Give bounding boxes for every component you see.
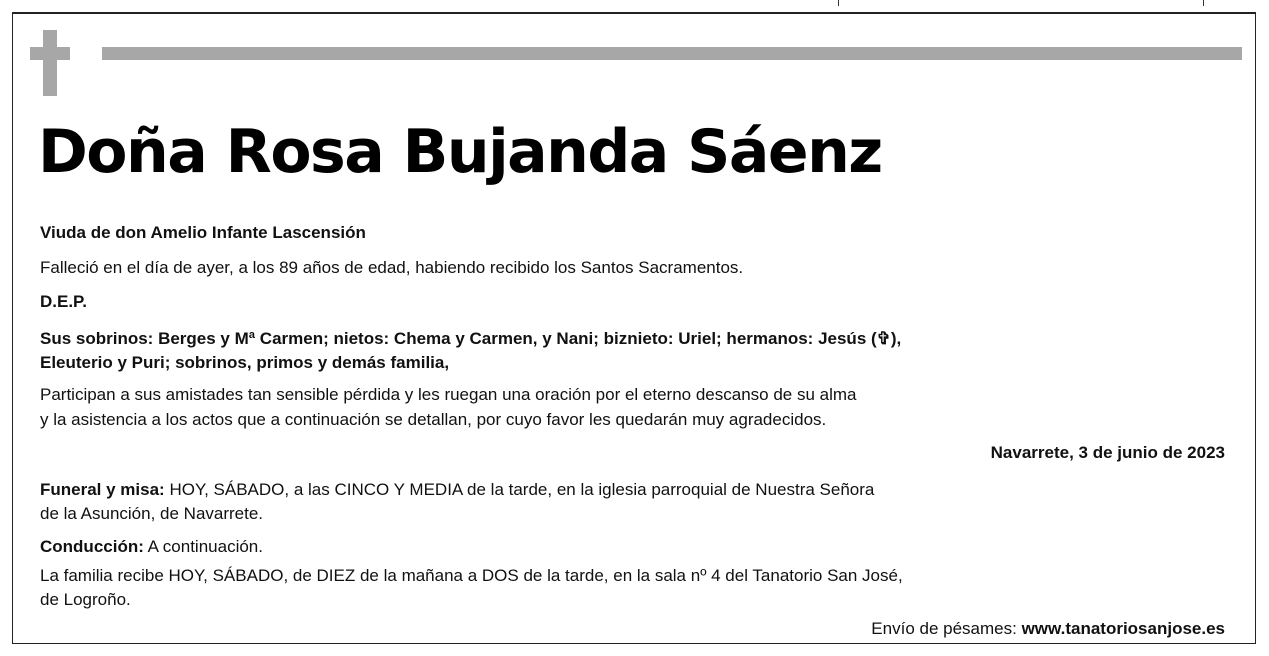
reception-line-1: La familia recibe HOY, SÁBADO, de DIEZ de la mañana a DOS de la tarde, en la sala nº 4 del Tanatorio San José, xyxy=(40,566,903,585)
condolences-label: Envío de pésames: xyxy=(871,619,1022,638)
reception-line-2: de Logroño. xyxy=(40,590,131,609)
top-tick-left xyxy=(838,0,839,6)
widow-of: Viuda de don Amelio Infante Lascensión xyxy=(40,223,366,242)
rip-text: D.E.P. xyxy=(40,292,87,311)
announcement-line-2: y la asistencia a los actos que a continuación se detallan, por cuyo favor les quedarán muy agradecidos. xyxy=(40,410,827,429)
place-date: Navarrete, 3 de junio de 2023 xyxy=(990,443,1225,462)
funeral-line-1 xyxy=(40,479,874,501)
conduccion-text: A continuación. xyxy=(143,537,263,556)
funeral-text: HOY, SÁBADO, a las CINCO Y MEDIA de la tarde, en la iglesia parroquial de Nuestra Señora xyxy=(164,480,875,499)
cross-icon-vertical xyxy=(43,30,57,96)
family-line-2: Eleuterio y Puri; sobrinos, primos y demás familia, xyxy=(40,353,450,372)
website-link[interactable]: www.tanatoriosanjose.es xyxy=(1021,619,1225,638)
condolences-line xyxy=(871,618,1225,640)
cross-icon-horizontal xyxy=(30,47,70,60)
conduccion-line xyxy=(40,536,263,558)
announcement-line-1: Participan a sus amistades tan sensible pérdida y les ruegan una oración por el eterno descanso de su alma xyxy=(40,385,857,404)
header-rule xyxy=(102,47,1242,60)
death-notice: Falleció en el día de ayer, a los 89 años de edad, habiendo recibido los Santos Sacramentos. xyxy=(40,258,744,277)
family-line-1: Sus sobrinos: Berges y Mª Carmen; nietos: Chema y Carmen, y Nani; biznieto: Uriel; hermanos: Jesús (✞), xyxy=(40,329,902,348)
funeral-label: Funeral y misa: xyxy=(40,480,165,499)
conduccion-label: Conducción: xyxy=(40,537,144,556)
funeral-line-2: de la Asunción, de Navarrete. xyxy=(40,504,264,523)
deceased-name: Doña Rosa Bujanda Sáenz xyxy=(38,117,882,187)
top-tick-right xyxy=(1203,0,1204,6)
